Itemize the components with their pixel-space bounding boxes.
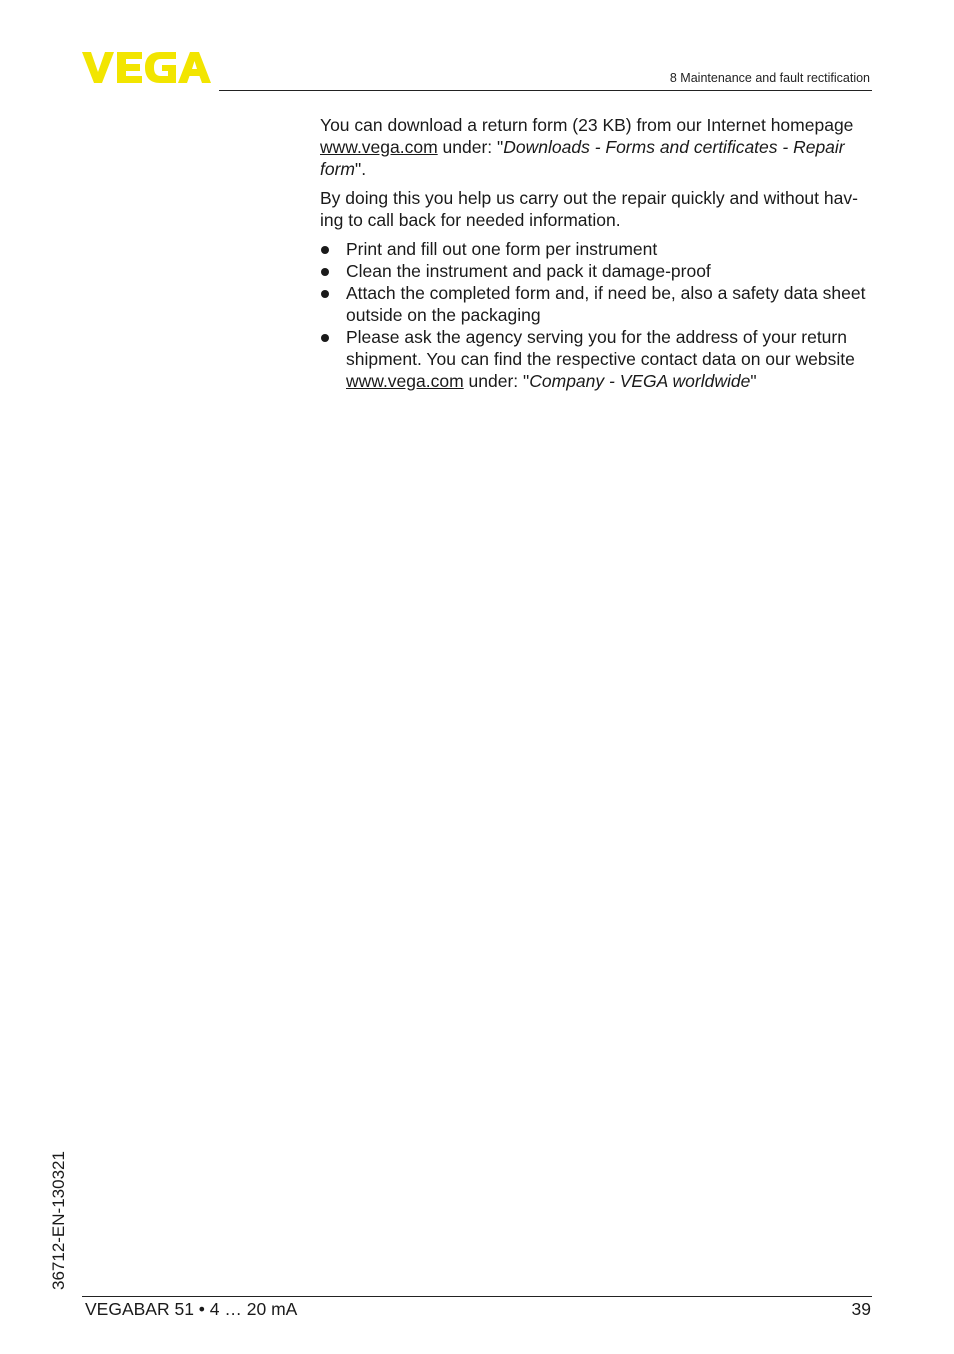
footer-rule: [82, 1296, 872, 1297]
list-item: [320, 326, 872, 392]
bullet-icon: [321, 290, 329, 298]
vega-website-link[interactable]: www.vega.com: [346, 371, 464, 391]
list-item: [320, 260, 872, 282]
company-path: Company - VEGA worldwide: [529, 371, 751, 391]
list-item: [320, 238, 872, 260]
list-item-text: under: ": [463, 371, 530, 391]
running-head: 8 Maintenance and fault rectification: [669, 71, 870, 85]
vega-logo-mark: [82, 52, 212, 84]
paragraph-text: You can download a return form (23 KB) from our Internet homepage: [320, 115, 854, 135]
instruction-list: [320, 238, 872, 392]
list-item-text: Please ask the agency serving you for the address of your return shipment. You can find the respective contact data on our website: [346, 327, 855, 369]
main-content: [320, 114, 872, 392]
list-item: [320, 282, 872, 326]
return-form-paragraph: [320, 114, 872, 180]
vega-website-link[interactable]: www.vega.com: [320, 137, 438, 157]
list-item-text: Clean the instrument and pack it damage-proof: [346, 261, 711, 281]
download-path: Downloads - Forms and certificates - Repair form: [320, 137, 845, 179]
bullet-icon: [321, 246, 329, 254]
list-item-text: Print and fill out one form per instrument: [346, 239, 658, 259]
list-item-text: ": [750, 371, 757, 391]
paragraph-text: under: ": [437, 137, 504, 157]
vega-logo: [82, 52, 212, 84]
footer-product-title: VEGABAR 51 • 4 … 20 mA: [85, 1299, 298, 1319]
document-code: 36712-EN-130321: [49, 1151, 68, 1290]
help-paragraph: By doing this you help us carry out the repair quickly and without hav-ing to call back for needed information.: [320, 188, 858, 230]
bullet-icon: [321, 334, 329, 342]
list-item-text: Attach the completed form and, if need be, also a safety data sheet outside on the packaging: [346, 283, 866, 325]
paragraph-text: ".: [355, 159, 367, 179]
header-rule: [219, 90, 872, 91]
bullet-icon: [321, 268, 329, 276]
page-number: 39: [851, 1299, 871, 1319]
